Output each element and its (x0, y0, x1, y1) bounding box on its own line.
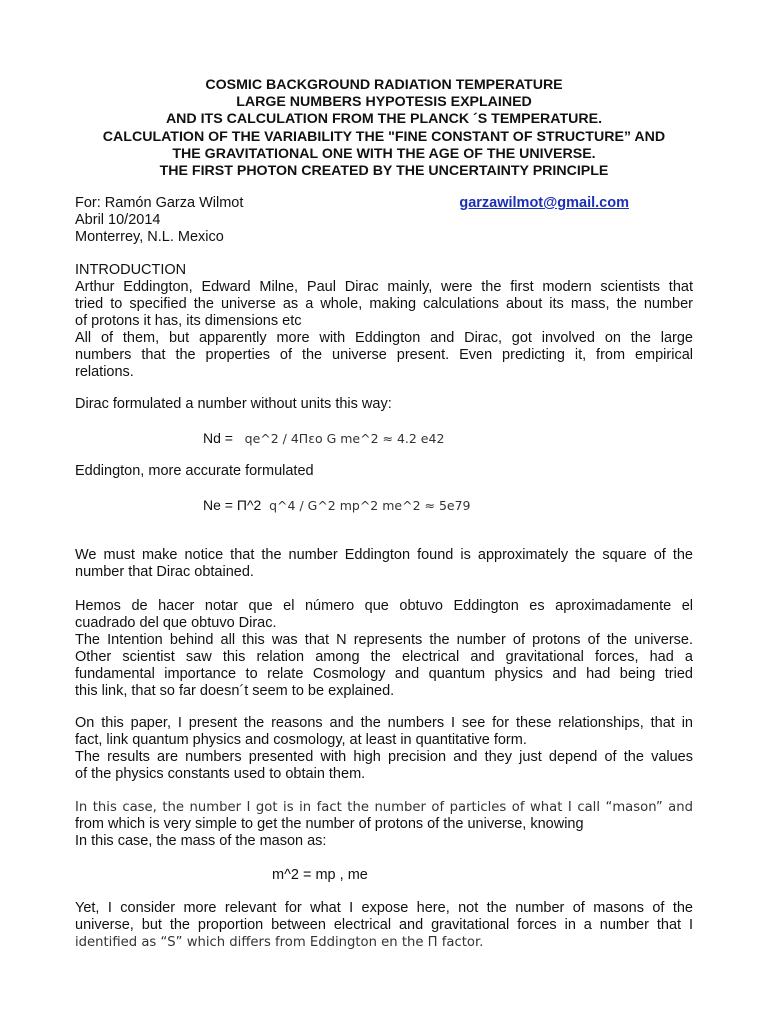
date-line: Abril 10/2014 (75, 212, 161, 228)
text-line: On this paper, I present the reasons and the numbers I see for these relationships, that in (75, 715, 693, 731)
paper-paragraph (75, 715, 693, 749)
text-line: identified as “S” which differs from Eddington en the Π factor. (75, 935, 484, 950)
mason-paragraph (75, 799, 693, 850)
text-line: numbers that the properties of the universe present. Even predicting it, from empirical (75, 347, 693, 363)
formula-nd (203, 430, 444, 447)
email-link[interactable]: garzawilmot@gmail.com (459, 195, 629, 211)
text-line: The Intention behind all this was that N represents the number of protons of the universe. (75, 632, 693, 648)
text-line: of the physics constants used to obtain them. (75, 766, 366, 782)
formula-mason-mass: m^2 = mp , me (272, 867, 368, 883)
title-line: AND ITS CALCULATION FROM THE PLANCK ´S TEMPERATURE. (165, 111, 603, 128)
text-line: Other scientist saw this relation among the electrical and gravitational forces, had a (75, 649, 693, 665)
formula-ne-lhs: Ne = Π^2 (203, 497, 262, 513)
formula-nd-lhs: Nd = (203, 430, 233, 446)
intro-paragraph-1 (75, 279, 693, 330)
text-line: Arthur Eddington, Edward Milne, Paul Dirac mainly, were the first modern scientists that (75, 279, 693, 295)
text-line: of protons it has, its dimensions etc (75, 313, 302, 329)
eddington-intro: Eddington, more accurate formulated (75, 463, 314, 479)
title-line: LARGE NUMBERS HYPOTESIS EXPLAINED (236, 94, 532, 111)
document-title (60, 77, 708, 180)
text-line: The results are numbers presented with high precision and they just depend of the values (75, 749, 693, 765)
title-line: CALCULATION OF THE VARIABILITY THE "FINE CONSTANT OF STRUCTURE” AND (102, 128, 666, 145)
text-line: fact, link quantum physics and cosmology, at least in quantitative form. (75, 732, 527, 748)
intention-paragraph (75, 632, 693, 700)
formula-nd-rhs: qe^2 / 4Πεο G me^2 ≈ 4.2 e42 (244, 431, 445, 446)
text-line: from which is very simple to get the number of protons of the universe, knowing (75, 816, 584, 832)
spanish-paragraph (75, 598, 693, 632)
text-line: In this case, the number I got is in fact the number of particles of what I call “mason” and (75, 800, 693, 815)
text-line: number that Dirac obtained. (75, 564, 254, 580)
title-line: THE FIRST PHOTON CREATED BY THE UNCERTAINTY PRINCIPLE (159, 163, 609, 180)
formula-ne (203, 497, 471, 514)
text-line: tried to specified the universe as a whole, making calculations about its mass, the number (75, 296, 693, 312)
text-line: Yet, I consider more relevant for what I expose here, not the number of masons of the (75, 900, 693, 916)
text-line: Hemos de hacer notar que el número que obtuvo Eddington es aproximadamente el (75, 598, 693, 614)
title-line: COSMIC BACKGROUND RADIATION TEMPERATURE (205, 77, 563, 93)
results-paragraph (75, 749, 693, 783)
text-line: this link, that so far doesn´t seem to be explained. (75, 683, 395, 699)
intro-heading: INTRODUCTION (75, 262, 187, 278)
author-line: For: Ramón Garza Wilmot (75, 195, 244, 211)
text-line: relations. (75, 364, 134, 380)
text-line: In this case, the mass of the mason as: (75, 833, 327, 849)
relevant-paragraph (75, 900, 693, 951)
text-line: universe, but the proportion between electrical and gravitational forces in a number that I (75, 917, 693, 933)
notice-paragraph (75, 547, 693, 581)
text-line: fundamental importance to relate Cosmology and quantum physics and had being tried (75, 666, 693, 682)
dirac-intro: Dirac formulated a number without units this way: (75, 396, 392, 412)
location-line: Monterrey, N.L. Mexico (75, 229, 224, 245)
text-line: All of them, but apparently more with Eddington and Dirac, got involved on the large (75, 330, 693, 346)
text-line: cuadrado del que obtuvo Dirac. (75, 615, 277, 631)
title-line: THE GRAVITATIONAL ONE WITH THE AGE OF THE UNIVERSE. (172, 145, 596, 162)
intro-paragraph-2 (75, 330, 693, 381)
formula-ne-rhs: q^4 / G^2 mp^2 me^2 ≈ 5e79 (269, 498, 471, 513)
text-line: We must make notice that the number Eddington found is approximately the square of the (75, 547, 693, 563)
